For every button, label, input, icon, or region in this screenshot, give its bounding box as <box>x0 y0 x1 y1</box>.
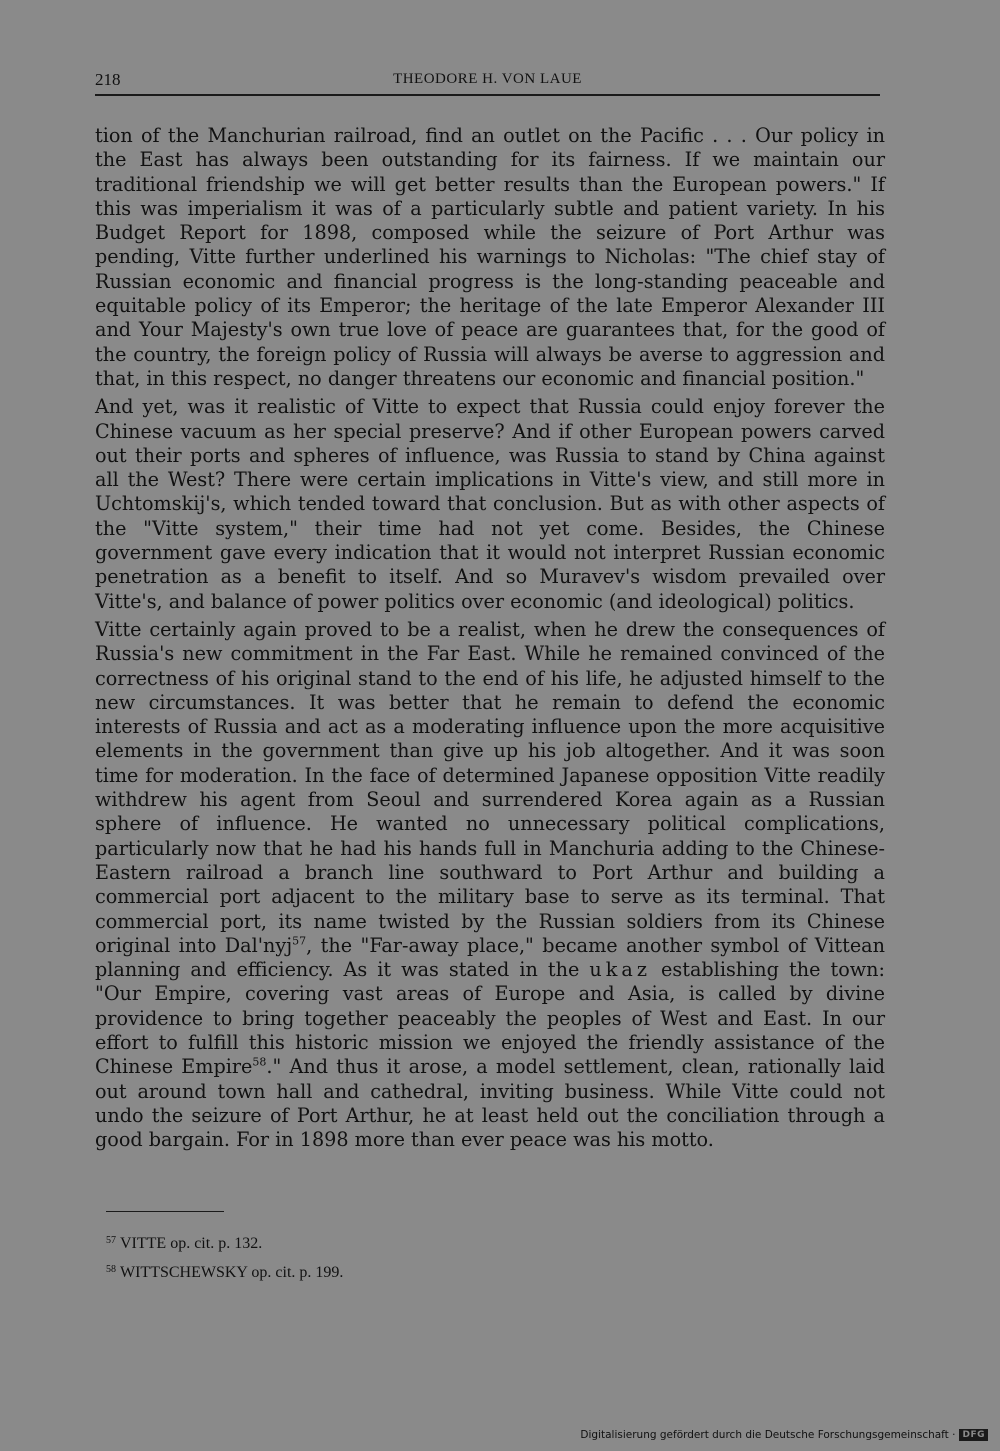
footnote-number: 57 <box>106 1235 116 1246</box>
footnote-57 <box>106 1228 806 1257</box>
footnote-text: WITTSCHEWSKY op. cit. p. 199. <box>120 1264 344 1281</box>
ukaz-term: ukaz <box>589 958 651 982</box>
footnote-rule <box>106 1211 224 1212</box>
paragraph-3-part-a: Vitte certainly again proved to be a realist, when he drew the consequences of Russia's new commitment in the Far East. While he remained convinced of the correctness of his original stand to the end of his life, he adjusted himself to the new circumstances. It was better that he remain to defend the economic interests of Russia and act as a moderating influence upon the more acquisitive elements in the government than give up his job altogether. And it was soon time for moderation. In the face of determined Japanese opposition Vitte readily withdrew his agent from Seoul and surrendered Korea again as a Russian sphere of influence. He wanted no unnecessary political complications, particularly now that he had his hands full in Manchuria adding to the Chinese-Eastern railroad a branch line southward to Port Arthur and building a commercial port adjacent to the military base to serve as its terminal. That commercial port, its name twisted by the Russian soldiers from its Chinese original into Dal'nyj <box>95 617 885 957</box>
paragraph-3 <box>95 618 885 1153</box>
credit-text: Digitalisierung gefördert durch die Deutsche Forschungsgemeinschaft · <box>580 1429 956 1441</box>
dfg-logo: DFG <box>959 1429 988 1441</box>
running-head: THEODORE H. VON LAUE <box>393 71 582 87</box>
footnote-text: VITTE op. cit. p. 132. <box>120 1235 263 1252</box>
footnote-number: 58 <box>106 1264 116 1275</box>
paragraph-3-part-d: ." And thus it arose, a model settlement, clean, rationally laid out around town hall and cathedral, inviting business. While Vitte could not undo the seizure of Port Arthur, he at least held out the conciliation through a good bargain. For in 1898 more than ever peace was his motto. <box>95 1055 885 1152</box>
paragraph-3-part-c: establishing the town: "Our Empire, covering vast areas of Europe and Asia, is called by divine providence to bring together peaceably the peoples of West and East. In our effort to fulfill this historic mission we enjoyed the friendly assistance of the Chinese Empire <box>95 958 885 1079</box>
footnote-ref-58[interactable]: 58 <box>252 1055 267 1069</box>
page-header <box>95 70 880 96</box>
page-number: 218 <box>95 70 121 89</box>
body-text <box>95 124 885 1156</box>
paragraph-1: tion of the Manchurian railroad, find an outlet on the Pacific . . . Our policy in the East has always been outstanding for its fairness. If we maintain our traditional friendship we will get better results than the European powers." If this was imperialism it was of a particularly subtle and patient variety. In his Budget Report for 1898, composed while the seizure of Port Arthur was pending, Vitte further underlined his warnings to Nicholas: "The chief stay of Russian economic and financial progress is the long-standing peaceable and equitable policy of its Emperor; the heritage of the late Emperor Alexander III and Your Majesty's own true love of peace are guarantees that, for the good of the country, the foreign policy of Russia will always be averse to aggression and that, in this respect, no danger threatens our economic and financial position." <box>95 124 885 390</box>
paragraph-3-part-b: , the "Far-away place," became another symbol of Vittean planning and efficiency. As it was stated in the <box>95 933 885 982</box>
paragraph-2: And yet, was it realistic of Vitte to expect that Russia could enjoy forever the Chinese vacuum as her special preserve? And if other European powers carved out their ports and spheres of influence, was Russia to stand by China against all the West? There were certain implications in Vitte's view, and still more in Uchtomskij's, which tended toward that conclusion. But as with other aspects of the "Vitte system," their time had not yet come. Besides, the Chinese government gave every indication that it would not interpret Russian economic penetration as a benefit to itself. And so Muravev's wisdom prevailed over Vitte's, and balance of power politics over economic (and ideological) politics. <box>95 395 885 613</box>
digitization-credit <box>580 1429 988 1441</box>
footnote-58 <box>106 1257 806 1286</box>
footnotes <box>106 1228 806 1286</box>
footnote-ref-57[interactable]: 57 <box>292 934 307 948</box>
